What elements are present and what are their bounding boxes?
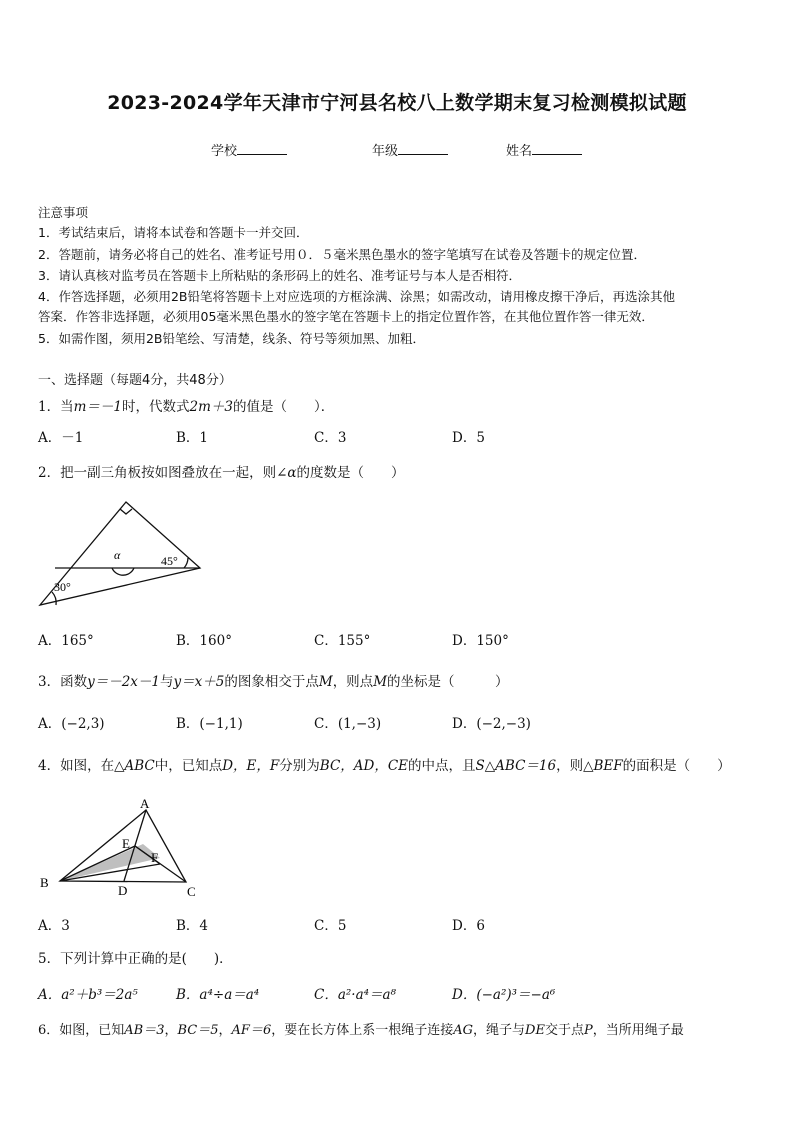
q2-option-a: A．165° xyxy=(38,633,94,649)
q1-option-c: C．3 xyxy=(314,430,347,446)
label-c: C xyxy=(187,884,196,899)
note-item: 答案．作答非选择题，必须用05毫米黑色墨水的签字笔在答题卡上的指定位置作答，在其他位置作答一律无效． xyxy=(38,309,654,324)
q4-option-a: A．3 xyxy=(38,918,70,934)
alpha-arc xyxy=(112,568,134,575)
right-angle-mark xyxy=(120,509,132,514)
q1-text: 时，代数式 xyxy=(121,399,190,415)
q6-math: AF＝6 xyxy=(231,1023,272,1038)
label-e: E xyxy=(122,836,130,851)
question-5: 5．下列计算中正确的是( )． xyxy=(38,951,233,967)
q2-option-d: D．150° xyxy=(452,633,509,649)
q3-text: 3．函数 xyxy=(38,674,88,690)
school-label: 学校 xyxy=(211,144,238,159)
q6-text: ，绳子与 xyxy=(473,1023,526,1038)
q3-option-b: B．(−1,1) xyxy=(176,716,243,732)
page-title: 2023-2024学年天津市宁河县名校八上数学期末复习检测模拟试题 xyxy=(107,92,687,114)
triangle-abc-figure xyxy=(36,794,216,902)
question-3 xyxy=(38,670,509,690)
q4-option-d: D．6 xyxy=(452,918,485,934)
q3-text: 的图象相交于点 xyxy=(224,674,319,690)
note-item: 2．答题前，请务必将自己的姓名、准考证号用０．５毫米黑色墨水的签字笔填写在试卷及答题卡的规定位置． xyxy=(38,247,646,262)
q5-option-d: D．(−a²)³＝−a⁶ xyxy=(452,987,556,1003)
name-blank xyxy=(532,142,582,155)
question-6 xyxy=(38,1019,684,1038)
label-f: F xyxy=(151,850,159,865)
q4-option-c: C．5 xyxy=(314,918,347,934)
q4-math: S△ABC＝16 xyxy=(475,758,557,774)
q3-text: 的坐标是（ ） xyxy=(387,674,509,690)
q6-text: 6．如图，已知 xyxy=(38,1023,125,1038)
q1-option-d: D．5 xyxy=(452,430,485,446)
q4-option-b: B．4 xyxy=(176,918,209,934)
q1-option-a: A．－1 xyxy=(38,430,84,446)
grade-field xyxy=(372,140,448,159)
question-2 xyxy=(38,461,405,481)
q4-math: △ABC xyxy=(114,758,155,774)
q3-text: ，则点 xyxy=(332,674,374,690)
q2-option-c: C．155° xyxy=(314,633,371,649)
q6-math: AB＝3 xyxy=(124,1023,165,1038)
q3-option-d: D．(−2,−3) xyxy=(452,716,531,732)
q4-text: 中，已知点 xyxy=(154,758,223,774)
question-1 xyxy=(38,395,334,415)
q3-math: M xyxy=(373,674,388,690)
q4-math: D，E，F xyxy=(222,758,280,774)
q4-text: 4．如图，在 xyxy=(38,758,115,774)
q3-math: y＝x＋5 xyxy=(173,674,225,690)
q5-option-a: A．a²＋b³＝2a⁵ xyxy=(38,987,138,1003)
q2-text: 的度数是（ ） xyxy=(296,465,405,481)
q1-text: 1．当 xyxy=(38,399,74,415)
angle45-label: 45° xyxy=(161,554,178,568)
q1-math: 2m＋3 xyxy=(189,399,233,415)
q5-option-b: B．a⁴÷a＝a⁴ xyxy=(176,987,260,1003)
question-4 xyxy=(38,754,731,774)
q4-text: 分别为 xyxy=(279,758,320,774)
q6-math: BC＝5 xyxy=(177,1023,219,1038)
school-field xyxy=(211,140,287,159)
q2-option-b: B．160° xyxy=(176,633,232,649)
q3-option-c: C．(1,−3) xyxy=(314,716,382,732)
q3-math: M xyxy=(318,674,333,690)
angle30-label: 30° xyxy=(54,580,71,594)
section-heading: 一、选择题（每题4分，共48分） xyxy=(38,373,232,388)
note-item: 3．请认真核对监考员在答题卡上所粘贴的条形码上的姓名、准考证号与本人是否相符． xyxy=(38,268,521,283)
label-b: B xyxy=(40,875,49,890)
q2-text: 2．把一副三角板按如图叠放在一起，则 xyxy=(38,465,277,481)
grade-label: 年级 xyxy=(372,144,399,159)
name-label: 姓名 xyxy=(506,144,533,159)
note-item: 1．考试结束后，请将本试卷和答题卡一并交回． xyxy=(38,225,309,240)
q6-text: ，当所用绳子最 xyxy=(592,1023,684,1038)
label-d: D xyxy=(118,883,128,898)
q3-math: y＝－2x－1 xyxy=(87,674,161,690)
q5-option-c: C．a²·a⁴＝a⁸ xyxy=(314,987,397,1003)
q2-math: ∠α xyxy=(276,465,297,481)
q6-text: ， xyxy=(164,1023,178,1038)
q1-option-b: B．1 xyxy=(176,430,209,446)
q3-option-a: A．(−2,3) xyxy=(38,716,105,732)
q4-text: ，则 xyxy=(556,758,584,774)
q3-text: 与 xyxy=(160,674,174,690)
q4-text: 的中点，且 xyxy=(408,758,476,774)
q4-text: 的面积是（ ） xyxy=(622,758,731,774)
angle45-arc xyxy=(184,558,188,568)
note-item: 5．如需作图，须用2B铅笔绘、写清楚，线条、符号等须加黑、加粗． xyxy=(38,331,425,346)
q6-text: 交于点 xyxy=(544,1023,584,1038)
q4-math: △BEF xyxy=(583,758,623,774)
note-item: 4．作答选择题，必须用2B铅笔将答题卡上对应选项的方框涂满、涂黑；如需改动，请用橡皮擦干净后，再选涂其他 xyxy=(38,289,675,304)
label-a: A xyxy=(140,796,150,811)
name-field xyxy=(506,140,582,159)
alpha-label: α xyxy=(114,548,121,562)
q6-math: DE xyxy=(525,1023,545,1038)
q6-text: ， xyxy=(218,1023,232,1038)
q4-math: BC，AD，CE xyxy=(319,758,409,774)
triangle-figure xyxy=(34,496,214,614)
school-blank xyxy=(237,142,287,155)
q6-text: ，要在长方体上系一根绳子连接 xyxy=(271,1023,454,1038)
grade-blank xyxy=(398,142,448,155)
notes-heading: 注意事项 xyxy=(38,205,89,220)
q6-math: AG xyxy=(453,1023,474,1038)
q6-math: P xyxy=(583,1023,593,1038)
q1-text: 的值是（ ）． xyxy=(232,399,335,415)
shaded-triangle-bef xyxy=(60,844,160,881)
q1-math: m＝－1 xyxy=(73,399,122,415)
